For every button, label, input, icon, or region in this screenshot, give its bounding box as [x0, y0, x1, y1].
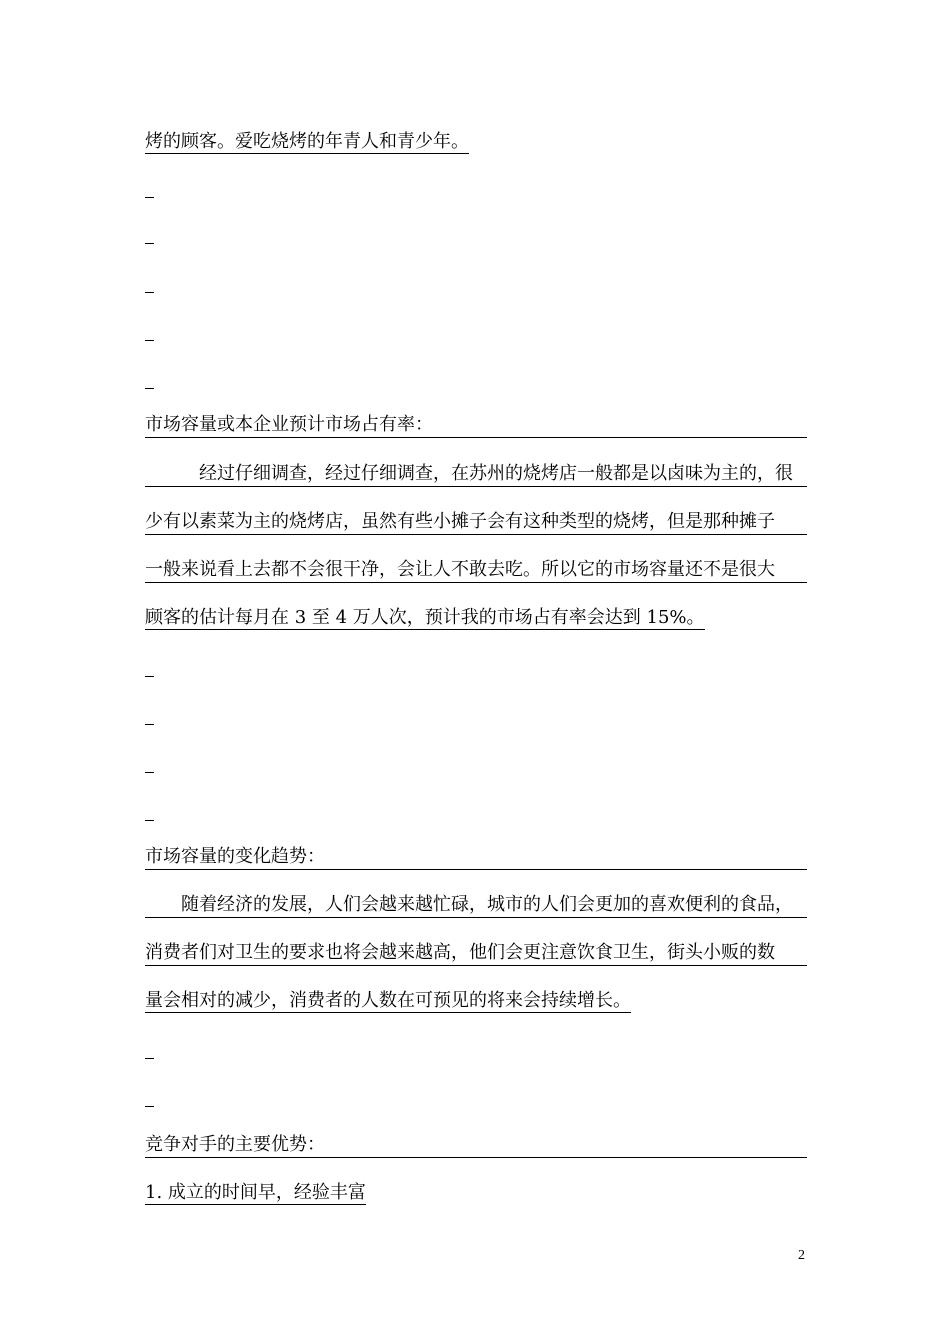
empty-line-marker [145, 243, 154, 244]
empty-line-marker [145, 820, 154, 821]
heading-text: 市场容量或本企业预计市场占有率： [145, 414, 807, 438]
empty-line-marker [145, 676, 154, 677]
heading-text: 竞争对手的主要优势： [145, 1134, 807, 1158]
paragraph-text: 经过仔细调查，经过仔细调查，在苏州的烧烤店一般都是以卤味为主的，很 [145, 463, 807, 487]
paragraph-text: 顾客的估计每月在 3 至 4 万人次，预计我的市场占有率会达到 15%。 [145, 607, 705, 628]
paragraph-text: 一般来说看上去都不会很干净，会让人不敢去吃。所以它的市场容量还不是很大 [145, 559, 807, 583]
section-heading-market-share [145, 414, 807, 438]
empty-line-marker [145, 388, 154, 389]
section-heading-competitors [145, 1134, 807, 1158]
paragraph-line [145, 511, 807, 535]
paragraph-text: 随着经济的发展，人们会越来越忙碌，城市的人们会更加的喜欢便利的食品， [145, 894, 807, 918]
intro-tail-text: 烤的顾客。爱吃烧烤的年青人和青少年。 [145, 131, 469, 152]
empty-line-marker [145, 1058, 154, 1059]
paragraph-text: 消费者们对卫生的要求也将会越来越高，他们会更注意饮食卫生，街头小贩的数 [145, 942, 807, 966]
paragraph-line [145, 942, 807, 966]
paragraph-text: 少有以素菜为主的烧烤店，虽然有些小摊子会有这种类型的烧烤，但是那种摊子 [145, 511, 807, 535]
paragraph-line [145, 894, 807, 918]
paragraph-text: 量会相对的减少，消费者的人数在可预见的将来会持续增长。 [145, 990, 631, 1011]
paragraph-line [145, 990, 631, 1012]
paragraph-line [145, 607, 705, 629]
paragraph-line [145, 559, 807, 583]
section-heading-trend [145, 846, 807, 870]
empty-line-marker [145, 292, 154, 293]
empty-line-marker [145, 724, 154, 725]
empty-line-marker [145, 772, 154, 773]
page-number: 2 [798, 1248, 805, 1263]
empty-line-marker [145, 197, 154, 198]
paragraph-line [145, 131, 469, 153]
empty-line-marker [145, 340, 154, 341]
heading-text: 市场容量的变化趋势： [145, 846, 807, 870]
paragraph-line [145, 463, 807, 487]
list-item [145, 1182, 366, 1204]
empty-line-marker [145, 1106, 154, 1107]
list-item-text: 1. 成立的时间早，经验丰富 [145, 1182, 366, 1203]
